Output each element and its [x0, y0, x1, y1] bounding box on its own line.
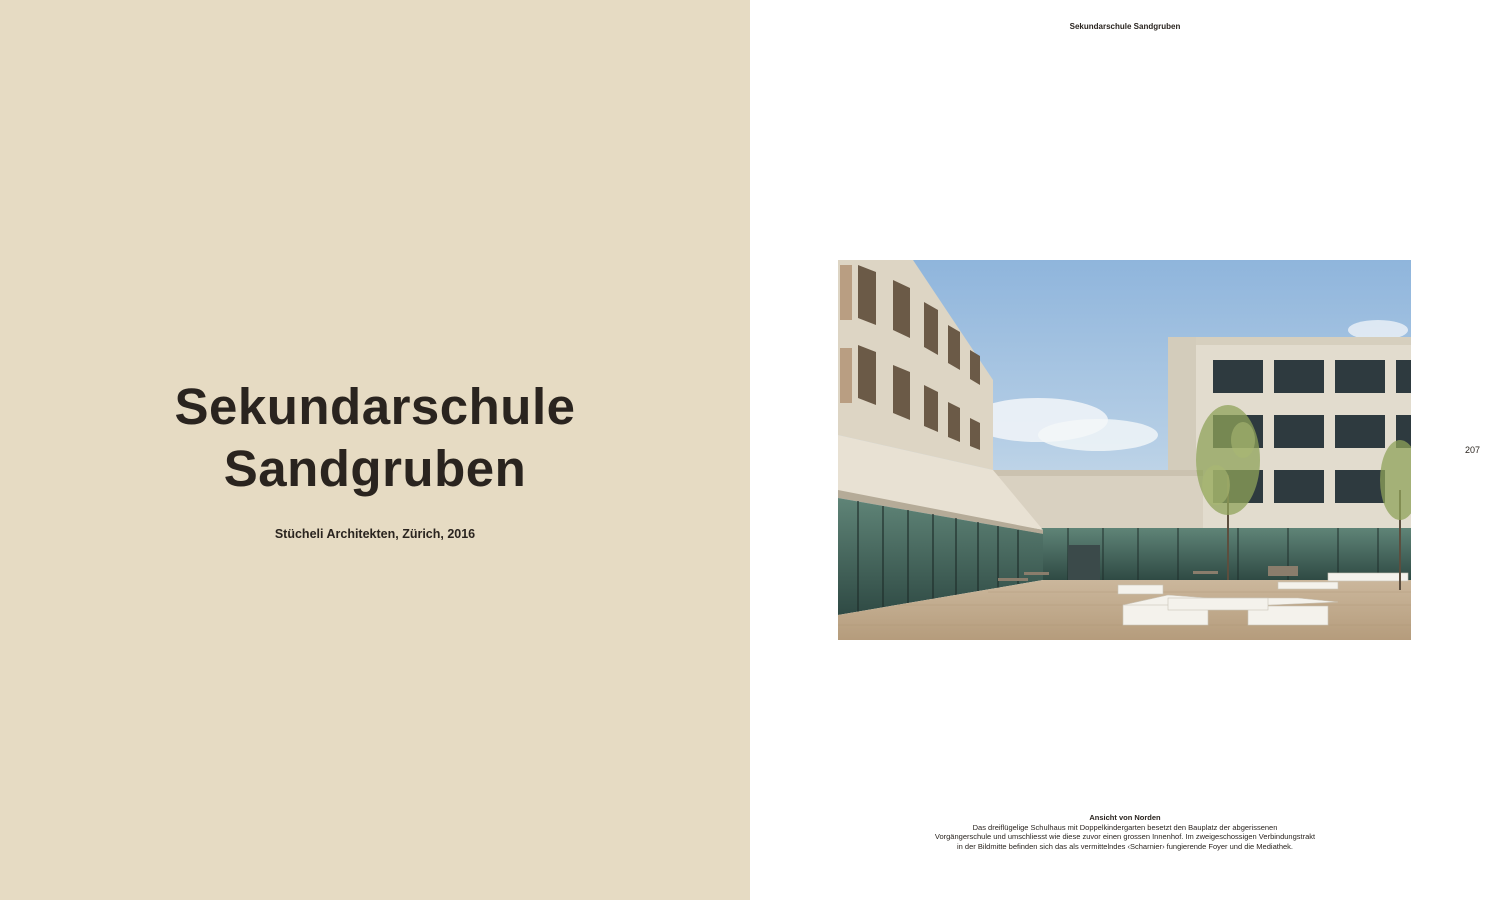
building-courtyard-photo — [838, 260, 1411, 640]
right-page — [750, 0, 1500, 900]
caption-title: Ansicht von Norden — [1089, 813, 1161, 822]
page-number: 207 — [1465, 445, 1481, 455]
photo-caption — [750, 813, 1500, 851]
chapter-subtitle: Stücheli Architekten, Zürich, 2016 — [274, 527, 476, 541]
caption-line-3: in der Bildmitte befinden sich das als vermittelndes ‹Scharnier› fungierende Foyer und die Mediathek. — [956, 841, 1293, 851]
running-head: Sekundarschule Sandgruben — [1069, 22, 1181, 31]
chapter-title — [0, 376, 750, 500]
chapter-title-line-2: Sandgruben — [223, 440, 527, 497]
caption-line-2: Vorgängerschule und umschliesst wie diese zuvor einen grossen Innenhof. Im zweigeschossigen Verbindungstrakt — [934, 832, 1316, 842]
chapter-title-line-1: Sekundarschule — [174, 378, 576, 435]
caption-line-1: Das dreiflügelige Schulhaus mit Doppelkindergarten besetzt den Bauplatz der abgerissenen — [972, 822, 1278, 832]
